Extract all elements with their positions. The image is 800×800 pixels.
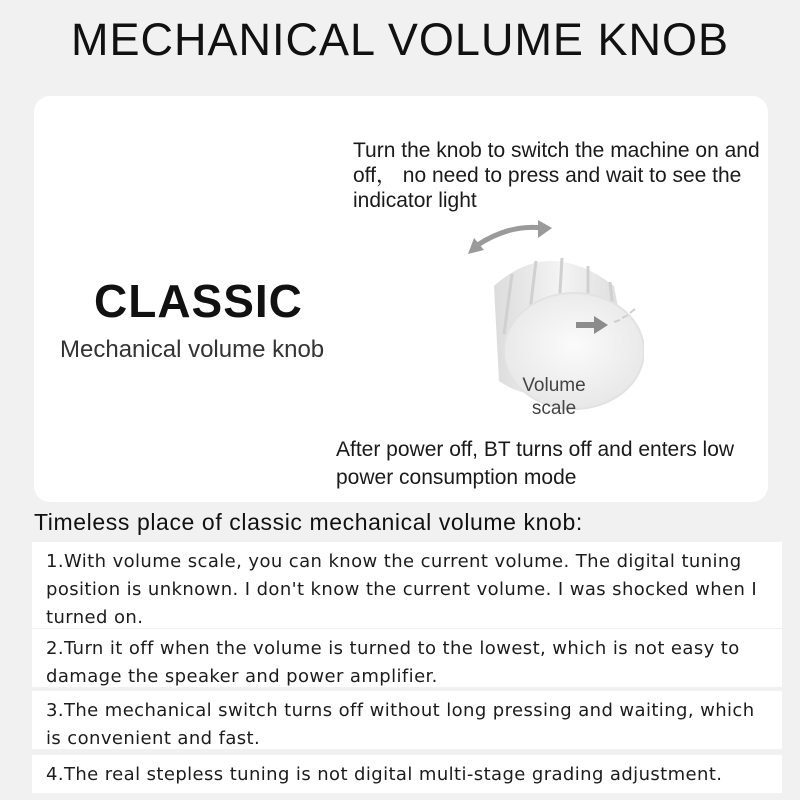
double-curved-arrow-icon	[468, 220, 552, 254]
feature-item-4: 4.The real stepless tuning is not digital multi-stage grading adjustment.	[32, 755, 782, 793]
classic-title: CLASSIC	[94, 275, 303, 327]
feature-item-2: 2.Turn it off when the volume is turned to the lowest, which is not easy to damage the speaker and power amplifier.	[32, 629, 782, 687]
feature-item-1: 1.With volume scale, you can know the current volume. The digital tuning position is unknown. I don't know the current volume. I was shocked when I turned on.	[32, 542, 782, 628]
power-switch-note: Turn the knob to switch the machine on and off， no need to press and wait to see the indicator light	[353, 139, 760, 212]
volume-scale-label	[504, 374, 604, 420]
volume-scale-label-line2: scale	[531, 398, 577, 419]
power-off-note: After power off, BT turns off and enters low power consumption mode	[336, 438, 735, 489]
volume-scale-label-line1: Volume	[522, 375, 586, 396]
knob-illustration-card	[34, 96, 768, 502]
classic-subtitle: Mechanical volume knob	[60, 336, 325, 363]
section-heading: Timeless place of classic mechanical volume knob:	[34, 509, 583, 535]
feature-item-3: 3.The mechanical switch turns off without long pressing and waiting, which is convenient and fast.	[32, 691, 782, 749]
page-title: MECHANICAL VOLUME KNOB	[71, 14, 729, 65]
